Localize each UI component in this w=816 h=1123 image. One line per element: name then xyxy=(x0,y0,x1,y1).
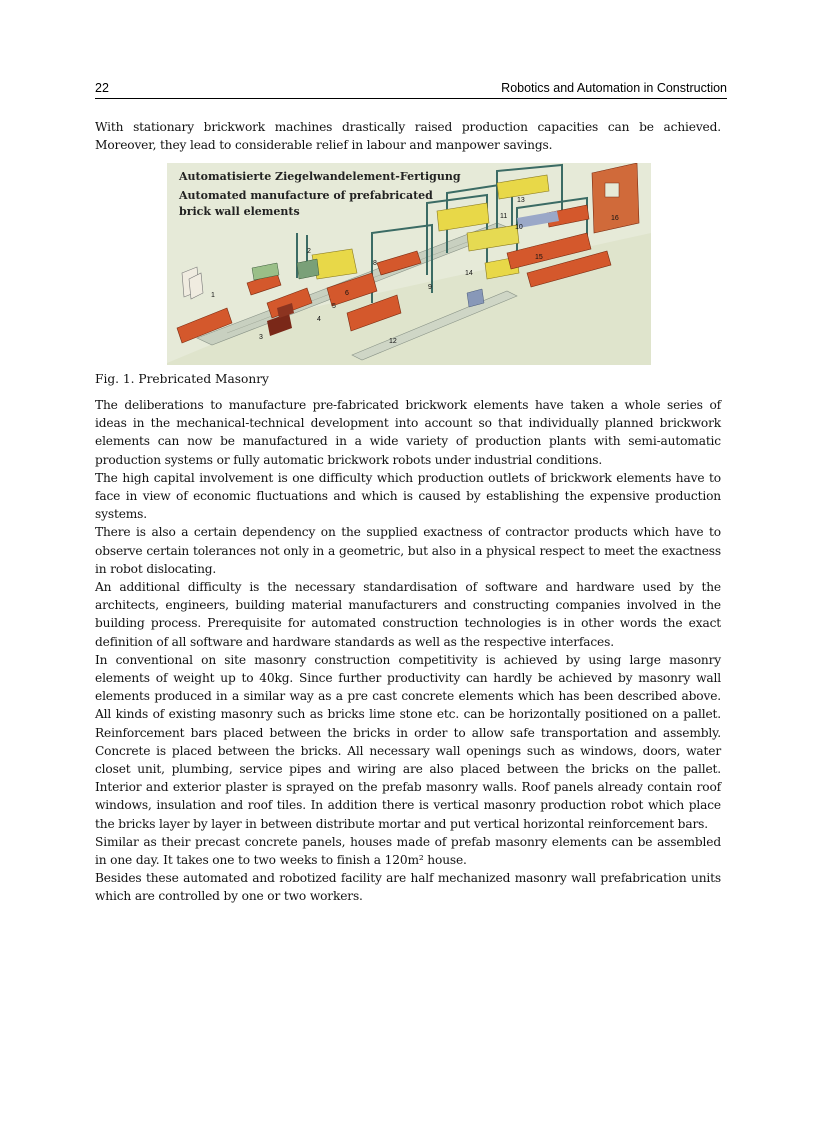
callout-2: 2 xyxy=(307,248,311,255)
paragraph: There is also a certain dependency on the supplied exactness of contractor products which have to observe certain tolerances not only in a geometric, but also in a physical respect to meet the exactness in robot dislocating. xyxy=(95,525,721,576)
callout-3: 3 xyxy=(259,334,263,341)
factory-illustration xyxy=(167,163,651,365)
paragraph: An additional difficulty is the necessary standardisation of software and hardware used by the architects, engineers, building material manufacturers and constructing companies involved in the building process. Prerequisite for automated construction technologies is in other words the exact definition of all software and hardware standards as well as the respective interfaces. xyxy=(95,580,721,649)
callout-9: 9 xyxy=(428,284,432,291)
paragraph: The deliberations to manufacture pre-fabricated brickwork elements have taken a whole series of ideas in the mechanical-technical development into account so that individually planned brickwork elements can now be manufactured in a wide variety of production plants with semi-automatic production systems or fully automatic brickwork robots under industrial conditions. xyxy=(95,398,721,467)
running-title: Robotics and Automation in Construction xyxy=(501,81,727,95)
callout-5: 5 xyxy=(332,303,336,310)
callout-1: 1 xyxy=(211,292,215,299)
callout-12: 12 xyxy=(389,338,397,345)
paragraph: In conventional on site masonry construction competitivity is achieved by using large masonry elements of weight up to 40kg. Since further productivity can hardly be achieved by masonry wall elements produced in a similar way as a pre cast concrete elements which has been described above. All kinds of existing masonry such as bricks lime stone etc. can be horizontally positioned on a pallet. Reinforcement bars placed between the bricks in order to allow safe transportation and assembly. Concrete is placed between the bricks. All necessary wall openings such as windows, doors, water closet unit, plumbing, service pipes and wiring are also placed between the bricks on the pallet. Interior and exterior plaster is sprayed on the prefab masonry walls. Roof panels already contain roof windows, insulation and roof tiles. In addition there is vertical masonry production robot which place the bricks layer by layer in between distribute mortar and put vertical horizontal reinforcement bars. xyxy=(95,652,721,831)
callout-13: 13 xyxy=(517,197,525,204)
intro-paragraph: With stationary brickwork machines drastically raised production capacities can be achieved. Moreover, they lead to considerable relief in labour and manpower savings. xyxy=(95,120,721,153)
main-body xyxy=(95,396,721,906)
callout-8: 8 xyxy=(373,260,377,267)
paragraph: Besides these automated and robotized facility are half mechanized masonry wall prefabrication units which are controlled by one or two workers. xyxy=(95,871,721,904)
figure-title-en-line1: Automated manufacture of prefabricated xyxy=(179,189,433,202)
callout-15: 15 xyxy=(535,254,543,261)
figure-title-de: Automatisierte Ziegelwandelement-Fertigung xyxy=(179,170,461,183)
callout-11: 11 xyxy=(500,213,508,220)
page-number: 22 xyxy=(95,81,109,95)
callout-6: 6 xyxy=(345,290,349,297)
page-header xyxy=(95,80,727,99)
callout-14: 14 xyxy=(465,270,473,277)
paragraph: The high capital involvement is one difficulty which production outlets of brickwork elements have to face in view of economic fluctuations and which is caused by establishing the expensive production systems. xyxy=(95,470,721,522)
callout-16: 16 xyxy=(611,215,619,222)
figure-title-en-line2: brick wall elements xyxy=(179,205,300,218)
callout-10: 10 xyxy=(515,224,523,231)
figure-prefab-masonry xyxy=(167,163,651,365)
figure-caption: Fig. 1. Prebricated Masonry xyxy=(95,372,269,386)
paragraph: Similar as their precast concrete panels, houses made of prefab masonry elements can be assembled in one day. It takes one to two weeks to finish a 120m² house. xyxy=(95,834,721,868)
callout-4: 4 xyxy=(317,316,321,323)
